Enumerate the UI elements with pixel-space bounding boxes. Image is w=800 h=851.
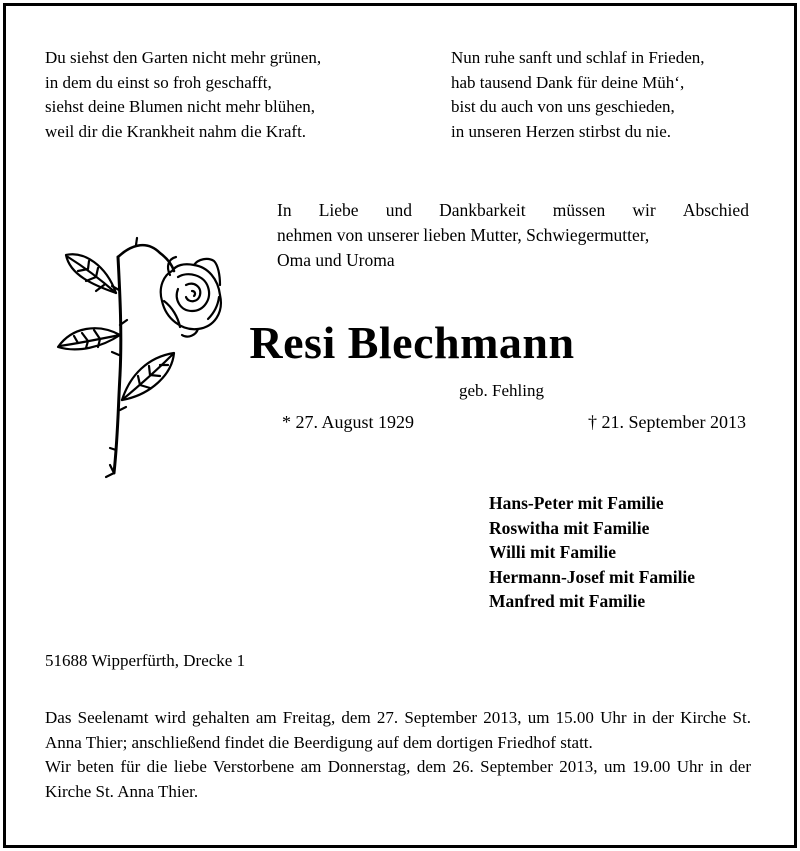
notice-paragraph: Das Seelenamt wird gehalten am Freitag, dem 27. September 2013, um 15.00 Uhr in der Kirche St. Anna Thier; anschließend findet die Beerdigung auf dem dortigen Friedhof statt.: [45, 708, 751, 752]
poem-line: weil dir die Krankheit nahm die Kraft.: [45, 121, 307, 141]
intro-line-2: nehmen von unserer lieben Mutter, Schwiegermutter,: [277, 225, 650, 245]
poem-left: [45, 46, 321, 144]
intro-word: wir: [632, 200, 656, 220]
poem-line: siehst deine Blumen nicht mehr blühen,: [45, 97, 316, 116]
poem-line: Nun ruhe sanft und schlaf in Frieden,: [451, 48, 705, 67]
intro-word: müssen: [552, 200, 606, 220]
deceased-name: Resi Blechmann: [249, 317, 575, 368]
intro-word: In: [277, 200, 292, 220]
family-list: [489, 491, 695, 614]
family-member: Hans-Peter mit Familie: [489, 493, 664, 513]
family-member: Roswitha mit Familie: [489, 517, 650, 538]
intro-line-3: Oma und Uroma: [277, 250, 395, 270]
address: 51688 Wipperfürth, Drecke 1: [45, 651, 246, 670]
intro-word: Dankbarkeit: [439, 200, 526, 220]
family-member: Manfred mit Familie: [489, 591, 646, 612]
service-notice: [45, 706, 751, 804]
poem-line: bist du auch von uns geschieden,: [451, 97, 675, 116]
intro-word: Abschied: [682, 200, 749, 220]
poem-right: [451, 46, 705, 144]
poem-line: in dem du einst so froh geschafft,: [45, 72, 272, 92]
poem-line: Du siehst den Garten nicht mehr grünen,: [45, 48, 322, 67]
notice-paragraph: Wir beten für die liebe Verstorbene am Donnerstag, dem 26. September 2013, um 19.00 Uhr in der Kirche St. Anna Thier.: [45, 757, 751, 801]
intro-text: [277, 198, 749, 273]
intro-word: Liebe: [318, 200, 359, 220]
poem-line: in unseren Herzen stirbst du nie.: [451, 121, 671, 141]
birth-name: geb. Fehling: [459, 381, 544, 400]
family-member: Willi mit Familie: [489, 542, 617, 563]
birth-date: * 27. August 1929: [282, 412, 415, 432]
family-member: Hermann-Josef mit Familie: [489, 566, 696, 587]
intro-line-1: [277, 198, 749, 223]
death-date: † 21. September 2013: [588, 412, 746, 432]
poem-line: hab tausend Dank für deine Müh‘,: [451, 72, 685, 92]
intro-word: und: [385, 200, 412, 220]
